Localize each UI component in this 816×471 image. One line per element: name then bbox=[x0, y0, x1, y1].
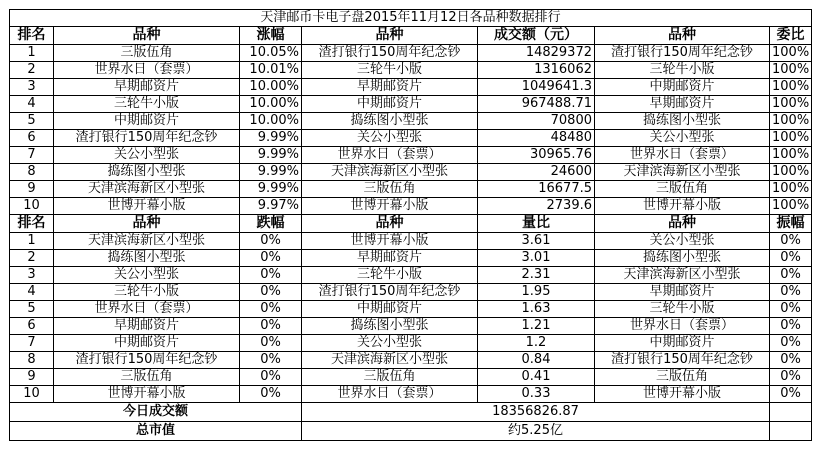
table-row bbox=[10, 181, 812, 198]
top-header-row bbox=[10, 27, 812, 45]
ranking-table bbox=[9, 9, 812, 441]
top-cell-change[interactable]: 10.00% bbox=[240, 79, 302, 96]
top-cell-item-a[interactable]: 捣练图小型张 bbox=[54, 164, 240, 181]
bottom-cell-item-b[interactable]: 中期邮资片 bbox=[302, 301, 478, 318]
table-row bbox=[10, 318, 812, 335]
top-cell-item-c[interactable]: 关公小型张 bbox=[595, 130, 770, 147]
top-cell-change[interactable]: 9.97% bbox=[240, 198, 302, 215]
bottom-cell-rank[interactable]: 5 bbox=[10, 301, 54, 318]
bottom-cell-item-c[interactable]: 早期邮资片 bbox=[595, 284, 770, 301]
bottom-cell-item-b[interactable]: 早期邮资片 bbox=[302, 250, 478, 267]
bottom-cell-change[interactable]: 0% bbox=[240, 250, 302, 267]
top-cell-item-c[interactable]: 早期邮资片 bbox=[595, 96, 770, 113]
bottom-cell-item-c[interactable]: 三版伍角 bbox=[595, 369, 770, 386]
bottom-cell-change[interactable]: 0% bbox=[240, 233, 302, 250]
top-cell-metric[interactable]: 2739.6 bbox=[478, 198, 595, 215]
bottom-cell-ratio[interactable]: 0% bbox=[770, 284, 812, 301]
bottom-header-change[interactable]: 跌幅 bbox=[240, 215, 302, 233]
bottom-cell-ratio[interactable]: 0% bbox=[770, 352, 812, 369]
bottom-cell-metric[interactable]: 3.61 bbox=[478, 233, 595, 250]
bottom-header-item-b[interactable]: 品种 bbox=[302, 215, 478, 233]
bottom-header-item-c[interactable]: 品种 bbox=[595, 215, 770, 233]
bottom-header-metric[interactable]: 量比 bbox=[478, 215, 595, 233]
top-cell-ratio[interactable]: 100% bbox=[770, 181, 812, 198]
bottom-cell-ratio[interactable]: 0% bbox=[770, 267, 812, 284]
bottom-cell-rank[interactable]: 4 bbox=[10, 284, 54, 301]
page-title[interactable]: 天津邮币卡电子盘2015年11月12日各品种数据排行 bbox=[10, 10, 812, 27]
bottom-cell-item-b[interactable]: 捣练图小型张 bbox=[302, 318, 478, 335]
top-header-item-b[interactable]: 品种 bbox=[302, 27, 478, 45]
top-cell-item-c[interactable]: 世博开幕小版 bbox=[595, 198, 770, 215]
bottom-cell-item-c[interactable]: 世界水日（套票） bbox=[595, 318, 770, 335]
bottom-cell-metric[interactable]: 1.2 bbox=[478, 335, 595, 352]
bottom-cell-item-c[interactable]: 天津滨海新区小型张 bbox=[595, 267, 770, 284]
volume-empty-cell[interactable] bbox=[770, 403, 812, 422]
bottom-cell-item-a[interactable]: 三轮牛小版 bbox=[54, 284, 240, 301]
bottom-header-row bbox=[10, 215, 812, 233]
table-row bbox=[10, 352, 812, 369]
top-cell-metric[interactable]: 70800 bbox=[478, 113, 595, 130]
bottom-cell-item-b[interactable]: 关公小型张 bbox=[302, 335, 478, 352]
bottom-cell-change[interactable]: 0% bbox=[240, 369, 302, 386]
top-cell-metric[interactable]: 30965.76 bbox=[478, 147, 595, 164]
top-cell-item-a[interactable]: 三版伍角 bbox=[54, 45, 240, 62]
bottom-cell-item-a[interactable]: 三版伍角 bbox=[54, 369, 240, 386]
top-cell-item-a[interactable]: 世博开幕小版 bbox=[54, 198, 240, 215]
market-cap-label[interactable]: 总市值 bbox=[10, 422, 302, 441]
bottom-cell-item-c[interactable]: 捣练图小型张 bbox=[595, 250, 770, 267]
bottom-cell-metric[interactable]: 1.95 bbox=[478, 284, 595, 301]
bottom-cell-item-b[interactable]: 渣打银行150周年纪念钞 bbox=[302, 284, 478, 301]
bottom-cell-rank[interactable]: 1 bbox=[10, 233, 54, 250]
bottom-cell-metric[interactable]: 2.31 bbox=[478, 267, 595, 284]
bottom-cell-item-c[interactable]: 三轮牛小版 bbox=[595, 301, 770, 318]
bottom-cell-item-b[interactable]: 三版伍角 bbox=[302, 369, 478, 386]
table-row bbox=[10, 335, 812, 352]
bottom-cell-rank[interactable]: 6 bbox=[10, 318, 54, 335]
bottom-cell-ratio[interactable]: 0% bbox=[770, 369, 812, 386]
bottom-cell-item-a[interactable]: 世界水日（套票） bbox=[54, 301, 240, 318]
top-cell-item-c[interactable]: 渣打银行150周年纪念钞 bbox=[595, 45, 770, 62]
table-row bbox=[10, 386, 812, 403]
bottom-cell-item-a[interactable]: 天津滨海新区小型张 bbox=[54, 233, 240, 250]
bottom-cell-item-a[interactable]: 关公小型张 bbox=[54, 267, 240, 284]
bottom-cell-item-c[interactable]: 渣打银行150周年纪念钞 bbox=[595, 352, 770, 369]
bottom-cell-item-b[interactable]: 三轮牛小版 bbox=[302, 267, 478, 284]
bottom-cell-metric[interactable]: 0.84 bbox=[478, 352, 595, 369]
bottom-cell-item-a[interactable]: 世博开幕小版 bbox=[54, 386, 240, 403]
top-cell-ratio[interactable]: 100% bbox=[770, 79, 812, 96]
bottom-cell-change[interactable]: 0% bbox=[240, 301, 302, 318]
top-cell-item-b[interactable]: 早期邮资片 bbox=[302, 79, 478, 96]
top-cell-item-a[interactable]: 三轮牛小版 bbox=[54, 96, 240, 113]
top-header-item-c[interactable]: 品种 bbox=[595, 27, 770, 45]
bottom-cell-change[interactable]: 0% bbox=[240, 318, 302, 335]
top-cell-item-c[interactable]: 中期邮资片 bbox=[595, 79, 770, 96]
bottom-cell-rank[interactable]: 2 bbox=[10, 250, 54, 267]
table-row bbox=[10, 62, 812, 79]
bottom-cell-change[interactable]: 0% bbox=[240, 386, 302, 403]
bottom-cell-item-b[interactable]: 世博开幕小版 bbox=[302, 233, 478, 250]
top-cell-item-b[interactable]: 关公小型张 bbox=[302, 130, 478, 147]
bottom-cell-change[interactable]: 0% bbox=[240, 352, 302, 369]
bottom-cell-metric[interactable]: 1.63 bbox=[478, 301, 595, 318]
top-cell-change[interactable]: 10.00% bbox=[240, 96, 302, 113]
bottom-cell-metric[interactable]: 0.41 bbox=[478, 369, 595, 386]
top-cell-item-c[interactable]: 世界水日（套票） bbox=[595, 147, 770, 164]
top-cell-change[interactable]: 10.01% bbox=[240, 62, 302, 79]
table-row bbox=[10, 301, 812, 318]
top-cell-metric[interactable]: 48480 bbox=[478, 130, 595, 147]
top-cell-metric[interactable]: 14829372 bbox=[478, 45, 595, 62]
bottom-header-rank[interactable]: 排名 bbox=[10, 215, 54, 233]
top-cell-ratio[interactable]: 100% bbox=[770, 130, 812, 147]
bottom-cell-ratio[interactable]: 0% bbox=[770, 335, 812, 352]
top-cell-item-b[interactable]: 三轮牛小版 bbox=[302, 62, 478, 79]
top-cell-rank[interactable]: 7 bbox=[10, 147, 54, 164]
top-cell-rank[interactable]: 9 bbox=[10, 181, 54, 198]
top-cell-item-b[interactable]: 中期邮资片 bbox=[302, 96, 478, 113]
table-row bbox=[10, 267, 812, 284]
bottom-cell-ratio[interactable]: 0% bbox=[770, 301, 812, 318]
top-cell-ratio[interactable]: 100% bbox=[770, 198, 812, 215]
bottom-cell-rank[interactable]: 7 bbox=[10, 335, 54, 352]
top-cell-metric[interactable]: 1316062 bbox=[478, 62, 595, 79]
bottom-cell-rank[interactable]: 3 bbox=[10, 267, 54, 284]
top-cell-item-a[interactable]: 渣打银行150周年纪念钞 bbox=[54, 130, 240, 147]
top-header-ratio[interactable]: 委比 bbox=[770, 27, 812, 45]
top-cell-ratio[interactable]: 100% bbox=[770, 45, 812, 62]
table-row bbox=[10, 79, 812, 96]
top-cell-rank[interactable]: 4 bbox=[10, 96, 54, 113]
top-cell-metric[interactable]: 967488.71 bbox=[478, 96, 595, 113]
bottom-header-item-a[interactable]: 品种 bbox=[54, 215, 240, 233]
bottom-cell-item-b[interactable]: 天津滨海新区小型张 bbox=[302, 352, 478, 369]
top-cell-item-a[interactable]: 天津滨海新区小型张 bbox=[54, 181, 240, 198]
top-cell-item-c[interactable]: 三版伍角 bbox=[595, 181, 770, 198]
bottom-cell-ratio[interactable]: 0% bbox=[770, 233, 812, 250]
top-cell-change[interactable]: 10.05% bbox=[240, 45, 302, 62]
table-row bbox=[10, 250, 812, 267]
top-cell-metric[interactable]: 1049641.3 bbox=[478, 79, 595, 96]
bottom-cell-rank[interactable]: 9 bbox=[10, 369, 54, 386]
bottom-cell-item-c[interactable]: 中期邮资片 bbox=[595, 335, 770, 352]
table-row bbox=[10, 198, 812, 215]
market-cap-empty-cell[interactable] bbox=[770, 422, 812, 441]
top-cell-change[interactable]: 9.99% bbox=[240, 130, 302, 147]
top-cell-rank[interactable]: 8 bbox=[10, 164, 54, 181]
market-cap-value[interactable]: 约5.25亿 bbox=[302, 422, 770, 441]
table-row bbox=[10, 96, 812, 113]
top-header-rank[interactable]: 排名 bbox=[10, 27, 54, 45]
table-row bbox=[10, 233, 812, 250]
table-row bbox=[10, 45, 812, 62]
top-cell-item-b[interactable]: 渣打银行150周年纪念钞 bbox=[302, 45, 478, 62]
table-row bbox=[10, 164, 812, 181]
top-cell-ratio[interactable]: 100% bbox=[770, 147, 812, 164]
top-cell-item-a[interactable]: 世界水日（套票） bbox=[54, 62, 240, 79]
market-cap-summary-row bbox=[10, 422, 812, 441]
top-cell-item-b[interactable]: 天津滨海新区小型张 bbox=[302, 164, 478, 181]
top-cell-item-c[interactable]: 三轮牛小版 bbox=[595, 62, 770, 79]
bottom-header-ratio[interactable]: 振幅 bbox=[770, 215, 812, 233]
bottom-cell-item-b[interactable]: 世界水日（套票） bbox=[302, 386, 478, 403]
top-cell-change[interactable]: 9.99% bbox=[240, 181, 302, 198]
top-header-metric[interactable]: 成交额（元） bbox=[478, 27, 595, 45]
top-cell-item-a[interactable]: 中期邮资片 bbox=[54, 113, 240, 130]
top-cell-change[interactable]: 9.99% bbox=[240, 164, 302, 181]
top-cell-item-b[interactable]: 世博开幕小版 bbox=[302, 198, 478, 215]
bottom-cell-change[interactable]: 0% bbox=[240, 284, 302, 301]
top-cell-item-b[interactable]: 三版伍角 bbox=[302, 181, 478, 198]
table-row bbox=[10, 369, 812, 386]
volume-value[interactable]: 18356826.87 bbox=[302, 403, 770, 422]
bottom-cell-change[interactable]: 0% bbox=[240, 267, 302, 284]
bottom-cell-ratio[interactable]: 0% bbox=[770, 386, 812, 403]
bottom-cell-metric[interactable]: 3.01 bbox=[478, 250, 595, 267]
title-row bbox=[10, 10, 812, 27]
bottom-cell-metric[interactable]: 1.21 bbox=[478, 318, 595, 335]
top-cell-ratio[interactable]: 100% bbox=[770, 164, 812, 181]
bottom-cell-item-a[interactable]: 早期邮资片 bbox=[54, 318, 240, 335]
table-row bbox=[10, 113, 812, 130]
top-cell-item-c[interactable]: 捣练图小型张 bbox=[595, 113, 770, 130]
top-cell-change[interactable]: 9.99% bbox=[240, 147, 302, 164]
top-cell-rank[interactable]: 1 bbox=[10, 45, 54, 62]
bottom-cell-rank[interactable]: 8 bbox=[10, 352, 54, 369]
top-cell-item-b[interactable]: 世界水日（套票） bbox=[302, 147, 478, 164]
table-row bbox=[10, 130, 812, 147]
top-cell-rank[interactable]: 6 bbox=[10, 130, 54, 147]
bottom-cell-ratio[interactable]: 0% bbox=[770, 250, 812, 267]
table-row bbox=[10, 147, 812, 164]
bottom-cell-rank[interactable]: 10 bbox=[10, 386, 54, 403]
top-cell-rank[interactable]: 2 bbox=[10, 62, 54, 79]
bottom-cell-item-a[interactable]: 中期邮资片 bbox=[54, 335, 240, 352]
top-cell-item-b[interactable]: 捣练图小型张 bbox=[302, 113, 478, 130]
top-cell-ratio[interactable]: 100% bbox=[770, 113, 812, 130]
top-cell-item-a[interactable]: 早期邮资片 bbox=[54, 79, 240, 96]
volume-label[interactable]: 今日成交额 bbox=[10, 403, 302, 422]
top-cell-ratio[interactable]: 100% bbox=[770, 96, 812, 113]
top-cell-rank[interactable]: 3 bbox=[10, 79, 54, 96]
bottom-cell-item-a[interactable]: 捣练图小型张 bbox=[54, 250, 240, 267]
top-header-item-a[interactable]: 品种 bbox=[54, 27, 240, 45]
bottom-cell-change[interactable]: 0% bbox=[240, 335, 302, 352]
bottom-cell-item-a[interactable]: 渣打银行150周年纪念钞 bbox=[54, 352, 240, 369]
top-cell-metric[interactable]: 16677.5 bbox=[478, 181, 595, 198]
top-cell-rank[interactable]: 10 bbox=[10, 198, 54, 215]
top-cell-item-a[interactable]: 关公小型张 bbox=[54, 147, 240, 164]
top-cell-rank[interactable]: 5 bbox=[10, 113, 54, 130]
top-cell-change[interactable]: 10.00% bbox=[240, 113, 302, 130]
bottom-cell-metric[interactable]: 0.33 bbox=[478, 386, 595, 403]
top-header-change[interactable]: 涨幅 bbox=[240, 27, 302, 45]
top-cell-item-c[interactable]: 天津滨海新区小型张 bbox=[595, 164, 770, 181]
volume-summary-row bbox=[10, 403, 812, 422]
top-cell-metric[interactable]: 24600 bbox=[478, 164, 595, 181]
top-cell-ratio[interactable]: 100% bbox=[770, 62, 812, 79]
bottom-cell-item-c[interactable]: 关公小型张 bbox=[595, 233, 770, 250]
table-row bbox=[10, 284, 812, 301]
bottom-cell-ratio[interactable]: 0% bbox=[770, 318, 812, 335]
bottom-cell-item-c[interactable]: 世博开幕小版 bbox=[595, 386, 770, 403]
